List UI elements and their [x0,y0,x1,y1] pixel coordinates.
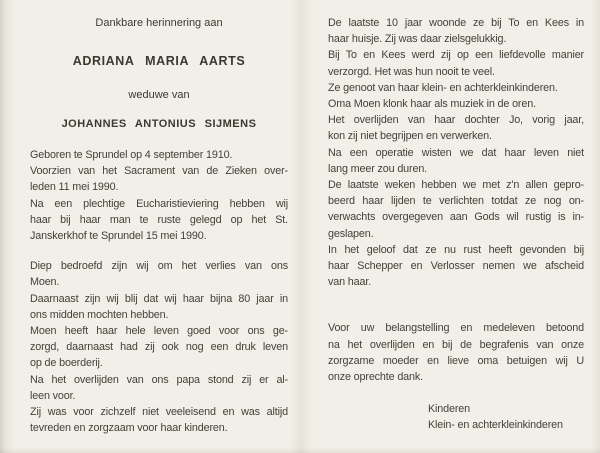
text-line: geslapen. [328,227,374,240]
paragraph [328,112,584,144]
text-line: haar Schepper en Verlosser nemen we afscheid [328,260,584,273]
text-line: kon zij niet begrijpen en verwerken. [328,130,492,143]
text-line: verwachts overgegeven aan Gods wil rustig is in- [328,211,584,224]
text-line: De laatste 10 jaar woonde ze bij To en Kees in [328,17,584,29]
right-page-text [328,15,584,385]
paragraph [328,15,584,47]
text-line: leen voor. [30,389,76,402]
text-line: na het overlijden en bij de begrafenis van onze [328,338,584,351]
text-line: De laatste weken hebben we met z'n allen gepro- [328,179,584,192]
text-line: beerd haar lijden te verlichten totdat ze nog on- [328,195,584,208]
right-page [300,0,600,453]
signature-line: Kinderen [428,403,471,416]
paragraph [30,147,288,163]
left-page-text [30,147,288,436]
text-line: haar huisje. Zij was daar zielsgelukkig. [328,33,507,46]
spouse-name: JOHANNES ANTONIUS SIJMENS [61,118,257,130]
text-line: Janskerkhof te Sprundel 15 mei 1990. [30,230,207,243]
text-line: Na een plechtige Eucharistieviering hebben wij [30,197,288,210]
text-line: Na een operatie wisten we dat haar leven niet [328,146,584,159]
paragraph [30,404,288,436]
text-line: tevreden en zorgzaam voor haar kinderen. [30,422,228,435]
text-line: leden 11 mei 1990. [30,181,119,194]
text-line: Voor uw belangstelling en medeleven betoond [328,322,584,335]
text-line: Na het overlijden van ons papa stond zij er al- [30,373,288,386]
paragraph [328,80,584,96]
text-line: Moen. [30,276,60,289]
paragraph [328,320,584,385]
paragraph [30,196,288,245]
paragraph [30,291,288,323]
text-line: zorgd, daarnaast had zij ook nog een druk leven [30,341,288,354]
text-line: van haar. [328,276,372,289]
text-line: verzorgd. Het was hun nooit te veel. [328,65,495,78]
text-line: Voorzien van het Sacrament van de Zieken over- [30,165,288,178]
text-line: onze oprechte dank. [328,371,423,384]
paragraph [328,177,584,242]
text-line: lang meer zou duren. [328,162,428,175]
text-line: op de boerderij. [30,357,103,370]
text-line: zorgzame moeder en lieve oma betuigen wij U [328,354,584,367]
text-line: Moen heeft haar hele leven goed voor ons ge- [30,325,288,338]
text-line: Diep bedroefd zijn wij om het verlies van ons [30,260,288,273]
text-line: Zij was voor zichzelf niet veeleisend en was altijd [30,406,288,419]
signature-line: Klein- en achterkleinkinderen [428,419,563,432]
text-line: Oma Moen klonk haar als muziek in de oren. [328,98,536,111]
paragraph [328,96,584,112]
dedication-line: Dankbare herinnering aan [95,17,223,29]
relation-line: weduwe van [128,89,190,101]
paragraph [328,242,584,291]
text-line: Bij To en Kees werd zij op een liefdevolle manier [328,49,584,62]
signatures [328,401,584,433]
text-line: Het overlijden van haar dochter Jo, vorig jaar, [328,114,584,127]
text-line: Ze genoot van haar klein- en achterkleinkinderen. [328,81,558,94]
text-line: haar bij haar man te ruste gelegd op het St. [30,213,288,226]
paragraph [30,372,288,404]
text-line: Daarnaast zijn wij blij dat wij haar bijna 80 jaar in [30,292,288,305]
text-line: In het geloof dat ze nu rust heeft gevonden bij [328,243,584,256]
deceased-name: ADRIANA MARIA AARTS [72,54,246,68]
paragraph [30,258,288,290]
paragraph [30,163,288,195]
paragraph [328,145,584,177]
paragraph [328,47,584,79]
paragraph [30,323,288,372]
text-line: Geboren te Sprundel op 4 september 1910. [30,149,233,161]
text-line: ons midden mochten hebben. [30,308,169,321]
